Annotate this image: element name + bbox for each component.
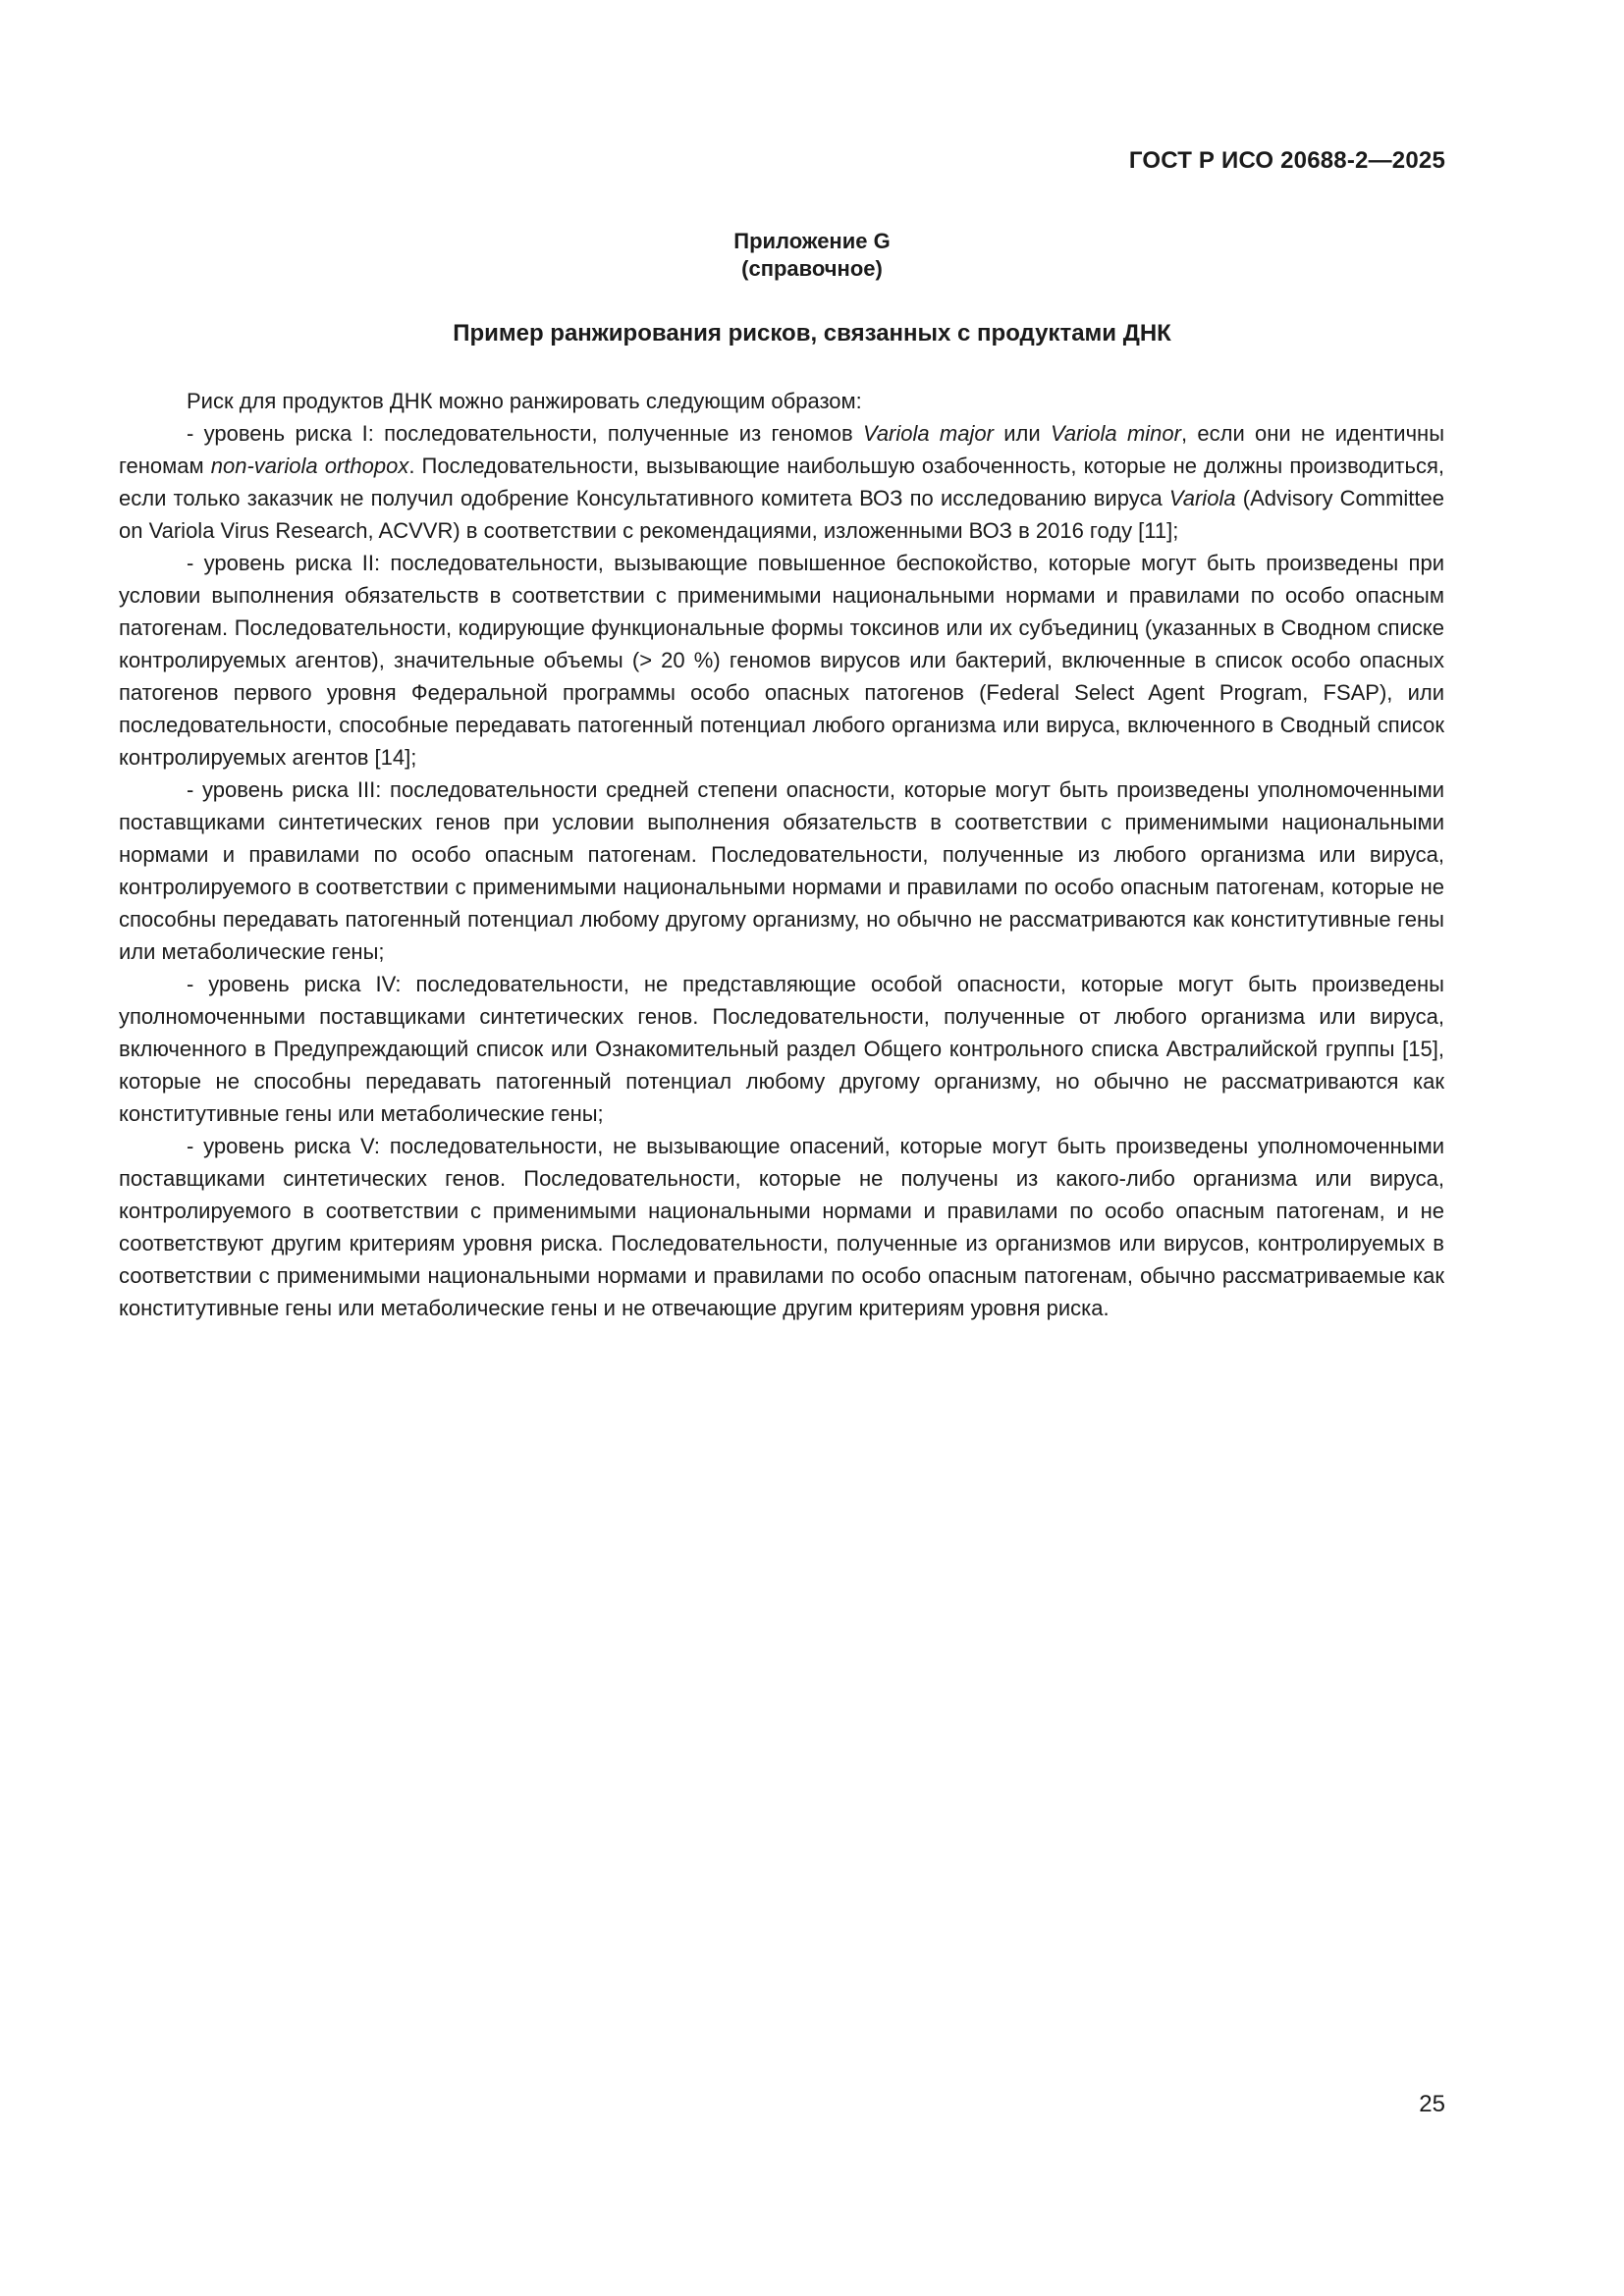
risk-level-2-paragraph: - уровень риска II: последовательности, вызывающие повышенное беспокойство, которые могут быть произведены при условии выполнения обязательств в соответствии с применимыми национальными нормами и правилами по особо опасным патогенам. Последовательности, кодирующие функциональные формы токсинов или их субъединиц (указанных в Сводном списке контролируемых агентов), значительные объемы (> 20 %) геномов вирусов или бактерий, включенные в список особо опасных патогенов первого уровня Федеральной программы особо опасных патогенов (Federal Select Agent Program, FSAP), или последовательности, способные передавать патогенный потенциал любого организма или вируса, включенного в Сводный список контролируемых агентов [14]; [119,551,1444,770]
appendix-type: (справочное) [741,256,883,281]
risk-level-1-mid3: . Последовательности, вызывающие наибольшую озабоченность, которые не должны производиться, если только заказчик не получил одобрение Консультативного комитета ВОЗ по исследованию вируса [119,454,1444,510]
risk-level-1-prefix: - уровень риска I: последовательности, полученные из геномов [187,421,863,446]
appendix-heading [0,228,1624,283]
risk-level-1-paragraph [119,417,1444,547]
body-text [119,385,1444,1324]
standard-code-header: ГОСТ Р ИСО 20688-2—2025 [1128,147,1445,174]
page-number: 25 [1419,2091,1445,2117]
risk-level-1-suffix: (Advisory Committee on Variola Virus Research, ACVVR) в соответствии с рекомендациями, изложенными ВОЗ в 2016 году [11]; [119,486,1444,543]
term-variola-minor: Variola minor [1050,421,1181,446]
intro-paragraph: Риск для продуктов ДНК можно ранжировать следующим образом: [187,389,862,413]
term-variola: Variola [1168,486,1236,510]
risk-level-1-mid1: или [993,421,1051,446]
appendix-title: Пример ранжирования рисков, связанных с продуктами ДНК [453,320,1171,347]
appendix-label: Приложение G [733,229,891,253]
term-non-variola-orthopox: non-variola orthopox [210,454,409,478]
risk-level-4-paragraph: - уровень риска IV: последовательности, не представляющие особой опасности, которые могут быть произведены уполномоченными поставщиками синтетических генов. Последовательности, полученные от любого организма или вируса, включенного в Предупреждающий список или Ознакомительный раздел Общего контрольного списка Австралийской группы [15], которые не способны передавать патогенный потенциал любому другому организму, но обычно не рассматриваются как конститутивные гены или метаболические гены; [119,972,1444,1126]
risk-level-3-paragraph: - уровень риска III: последовательности средней степени опасности, которые могут быть произведены уполномоченными поставщиками синтетических генов при условии выполнения обязательств в соответствии с применимыми национальными нормами и правилами по особо опасным патогенам. Последовательности, полученные из любого организма или вируса, контролируемого в соответствии с применимыми национальными нормами и правилами по особо опасным патогенам, которые не способны передавать патогенный потенциал любому другому организму, но обычно не рассматриваются как конститутивные гены или метаболические гены; [119,777,1444,964]
risk-level-5-paragraph: - уровень риска V: последовательности, не вызывающие опасений, которые могут быть произведены уполномоченными поставщиками синтетических генов. Последовательности, которые не получены из какого-либо организма или вируса, контролируемого в соответствии с применимыми национальными нормами и правилами по особо опасным патогенам, и не соответствуют другим критериям уровня риска. Последовательности, полученные из организмов или вирусов, контролируемых в соответствии с применимыми национальными нормами и правилами по особо опасным патогенам, обычно рассматриваемые как конститутивные гены или метаболические гены и не отвечающие другим критериям уровня риска. [119,1134,1444,1320]
risk-level-1-mid2: , если они не идентичны геномам [119,421,1445,478]
term-variola-major: Variola major [862,421,994,446]
